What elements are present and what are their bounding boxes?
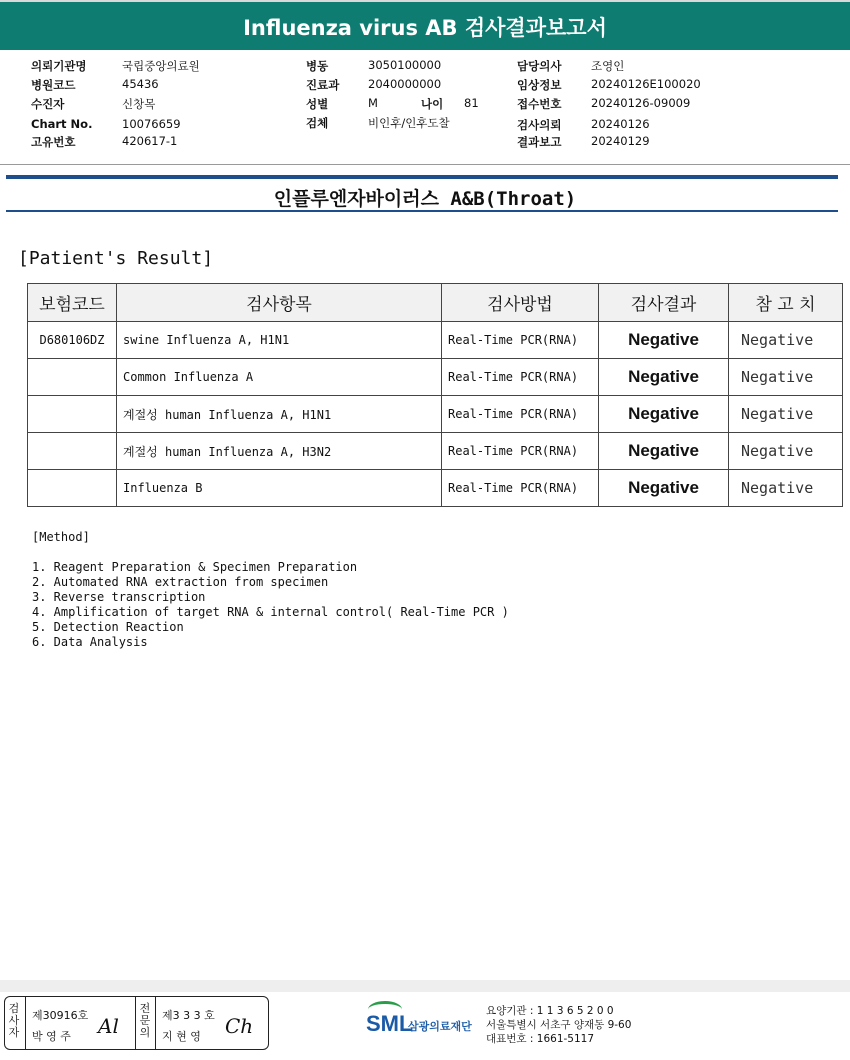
column-header-insurance-code: 보험코드 — [28, 284, 117, 322]
info-label: 담당의사 — [517, 59, 562, 73]
info-value: 20240129 — [591, 134, 650, 148]
info-label: 병원코드 — [31, 78, 76, 92]
examiner-signature: Al — [98, 1014, 119, 1038]
info-label: 진료과 — [306, 78, 340, 92]
method-step: 2. Automated RNA extraction from specimen — [32, 575, 329, 589]
info-label: 성별 — [306, 97, 329, 111]
foundation-name: 삼광의료재단 — [408, 1020, 472, 1033]
info-value: 10076659 — [122, 117, 181, 131]
divider — [25, 997, 26, 1049]
info-value: 국립중앙의료원 — [122, 59, 200, 73]
info-label: 검체 — [306, 116, 329, 130]
info-value: 20240126-09009 — [591, 96, 691, 110]
info-value: 81 — [464, 96, 479, 110]
header-divider — [0, 164, 850, 165]
specialist-license: 제3 3 3 호 — [162, 1009, 215, 1022]
insurance-code-cell — [28, 396, 117, 433]
info-label: 검사의뢰 — [517, 118, 562, 132]
test-item-cell: 계절성 human Influenza A, H1N1 — [117, 396, 442, 433]
method-step: 3. Reverse transcription — [32, 590, 206, 604]
column-header-test-item: 검사항목 — [117, 284, 442, 322]
info-value: 2040000000 — [368, 77, 442, 91]
column-header-result: 검사결과 — [599, 284, 729, 322]
info-label: 나이 — [421, 97, 444, 111]
contact-line: 요양기관 : 1 1 3 6 5 2 0 0 — [486, 1005, 614, 1017]
table-row — [28, 433, 843, 470]
table-row — [28, 396, 843, 433]
report-header — [0, 0, 850, 50]
info-label: Chart No. — [31, 117, 93, 131]
table-row — [28, 470, 843, 507]
reference-cell: Negative — [729, 359, 843, 396]
method-cell: Real-Time PCR(RNA) — [442, 396, 599, 433]
info-label: 병동 — [306, 59, 329, 73]
contact-line: 서울특별시 서초구 양재동 9-60 — [486, 1019, 632, 1031]
method-cell: Real-Time PCR(RNA) — [442, 433, 599, 470]
method-cell: Real-Time PCR(RNA) — [442, 359, 599, 396]
result-cell: Negative — [599, 433, 729, 470]
info-value: 45436 — [122, 77, 159, 91]
specialist-signature: Ch — [225, 1014, 254, 1038]
info-label: 수진자 — [31, 97, 65, 111]
specialist-label: 전문의 — [139, 1002, 151, 1039]
method-cell: Real-Time PCR(RNA) — [442, 470, 599, 507]
footer-divider — [0, 980, 850, 992]
examiner-label: 검사자 — [8, 1002, 20, 1039]
method-step: 1. Reagent Preparation & Specimen Preparation — [32, 560, 358, 574]
info-label: 고유번호 — [31, 135, 76, 149]
method-section — [32, 530, 509, 650]
test-item-cell: 계절성 human Influenza A, H3N2 — [117, 433, 442, 470]
contact-line: 대표번호 : 1661-5117 — [486, 1033, 595, 1045]
info-value: 신창목 — [122, 97, 156, 111]
method-step: 5. Detection Reaction — [32, 620, 184, 634]
info-label: 임상정보 — [517, 78, 562, 92]
specialist-name: 지 현 영 — [162, 1030, 201, 1043]
method-title: [Method] — [32, 530, 90, 544]
method-cell: Real-Time PCR(RNA) — [442, 322, 599, 359]
patient-result-label: [Patient's Result] — [18, 248, 214, 269]
insurance-code-cell — [28, 470, 117, 507]
reference-cell: Negative — [729, 322, 843, 359]
insurance-code-cell: D680106DZ — [28, 322, 117, 359]
divider — [155, 997, 156, 1049]
examiner-name: 박 영 주 — [32, 1030, 71, 1043]
test-item-cell: swine Influenza A, H1N1 — [117, 322, 442, 359]
logo-text: SML — [366, 1011, 413, 1036]
test-item-cell: Common Influenza A — [117, 359, 442, 396]
method-step: 4. Amplification of target RNA & internal control( Real-Time PCR ) — [32, 605, 509, 619]
reference-cell: Negative — [729, 396, 843, 433]
info-label: 접수번호 — [517, 97, 562, 111]
signature-box — [4, 996, 269, 1050]
result-cell: Negative — [599, 322, 729, 359]
column-header-method: 검사방법 — [442, 284, 599, 322]
info-label: 결과보고 — [517, 135, 562, 149]
info-value: M — [368, 96, 378, 110]
reference-cell: Negative — [729, 470, 843, 507]
test-item-cell: Influenza B — [117, 470, 442, 507]
section-rule-top — [6, 175, 838, 179]
info-label: 의뢰기관명 — [31, 59, 87, 73]
table-row — [28, 359, 843, 396]
insurance-code-cell — [28, 359, 117, 396]
info-value: 20240126 — [591, 117, 650, 131]
method-step: 6. Data Analysis — [32, 635, 148, 649]
report-title: Influenza virus AB 검사결과보고서 — [243, 16, 607, 40]
info-value: 20240126E100020 — [591, 77, 701, 91]
insurance-code-cell — [28, 433, 117, 470]
section-title: 인플루엔자바이러스 A&B(Throat) — [273, 188, 577, 210]
contact-info — [486, 1004, 631, 1046]
table-row — [28, 322, 843, 359]
table-header-row — [28, 284, 843, 322]
section-rule-bottom — [6, 210, 838, 212]
result-cell: Negative — [599, 359, 729, 396]
reference-cell: Negative — [729, 433, 843, 470]
result-cell: Negative — [599, 470, 729, 507]
examiner-license: 제30916호 — [32, 1009, 89, 1022]
info-value: 조영인 — [591, 59, 625, 73]
result-table — [27, 283, 843, 507]
info-value: 420617-1 — [122, 134, 178, 148]
info-value: 비인후/인후도찰 — [368, 116, 450, 130]
column-header-reference: 참 고 치 — [729, 284, 843, 322]
divider — [135, 997, 136, 1049]
result-cell: Negative — [599, 396, 729, 433]
info-value: 3050100000 — [368, 58, 442, 72]
